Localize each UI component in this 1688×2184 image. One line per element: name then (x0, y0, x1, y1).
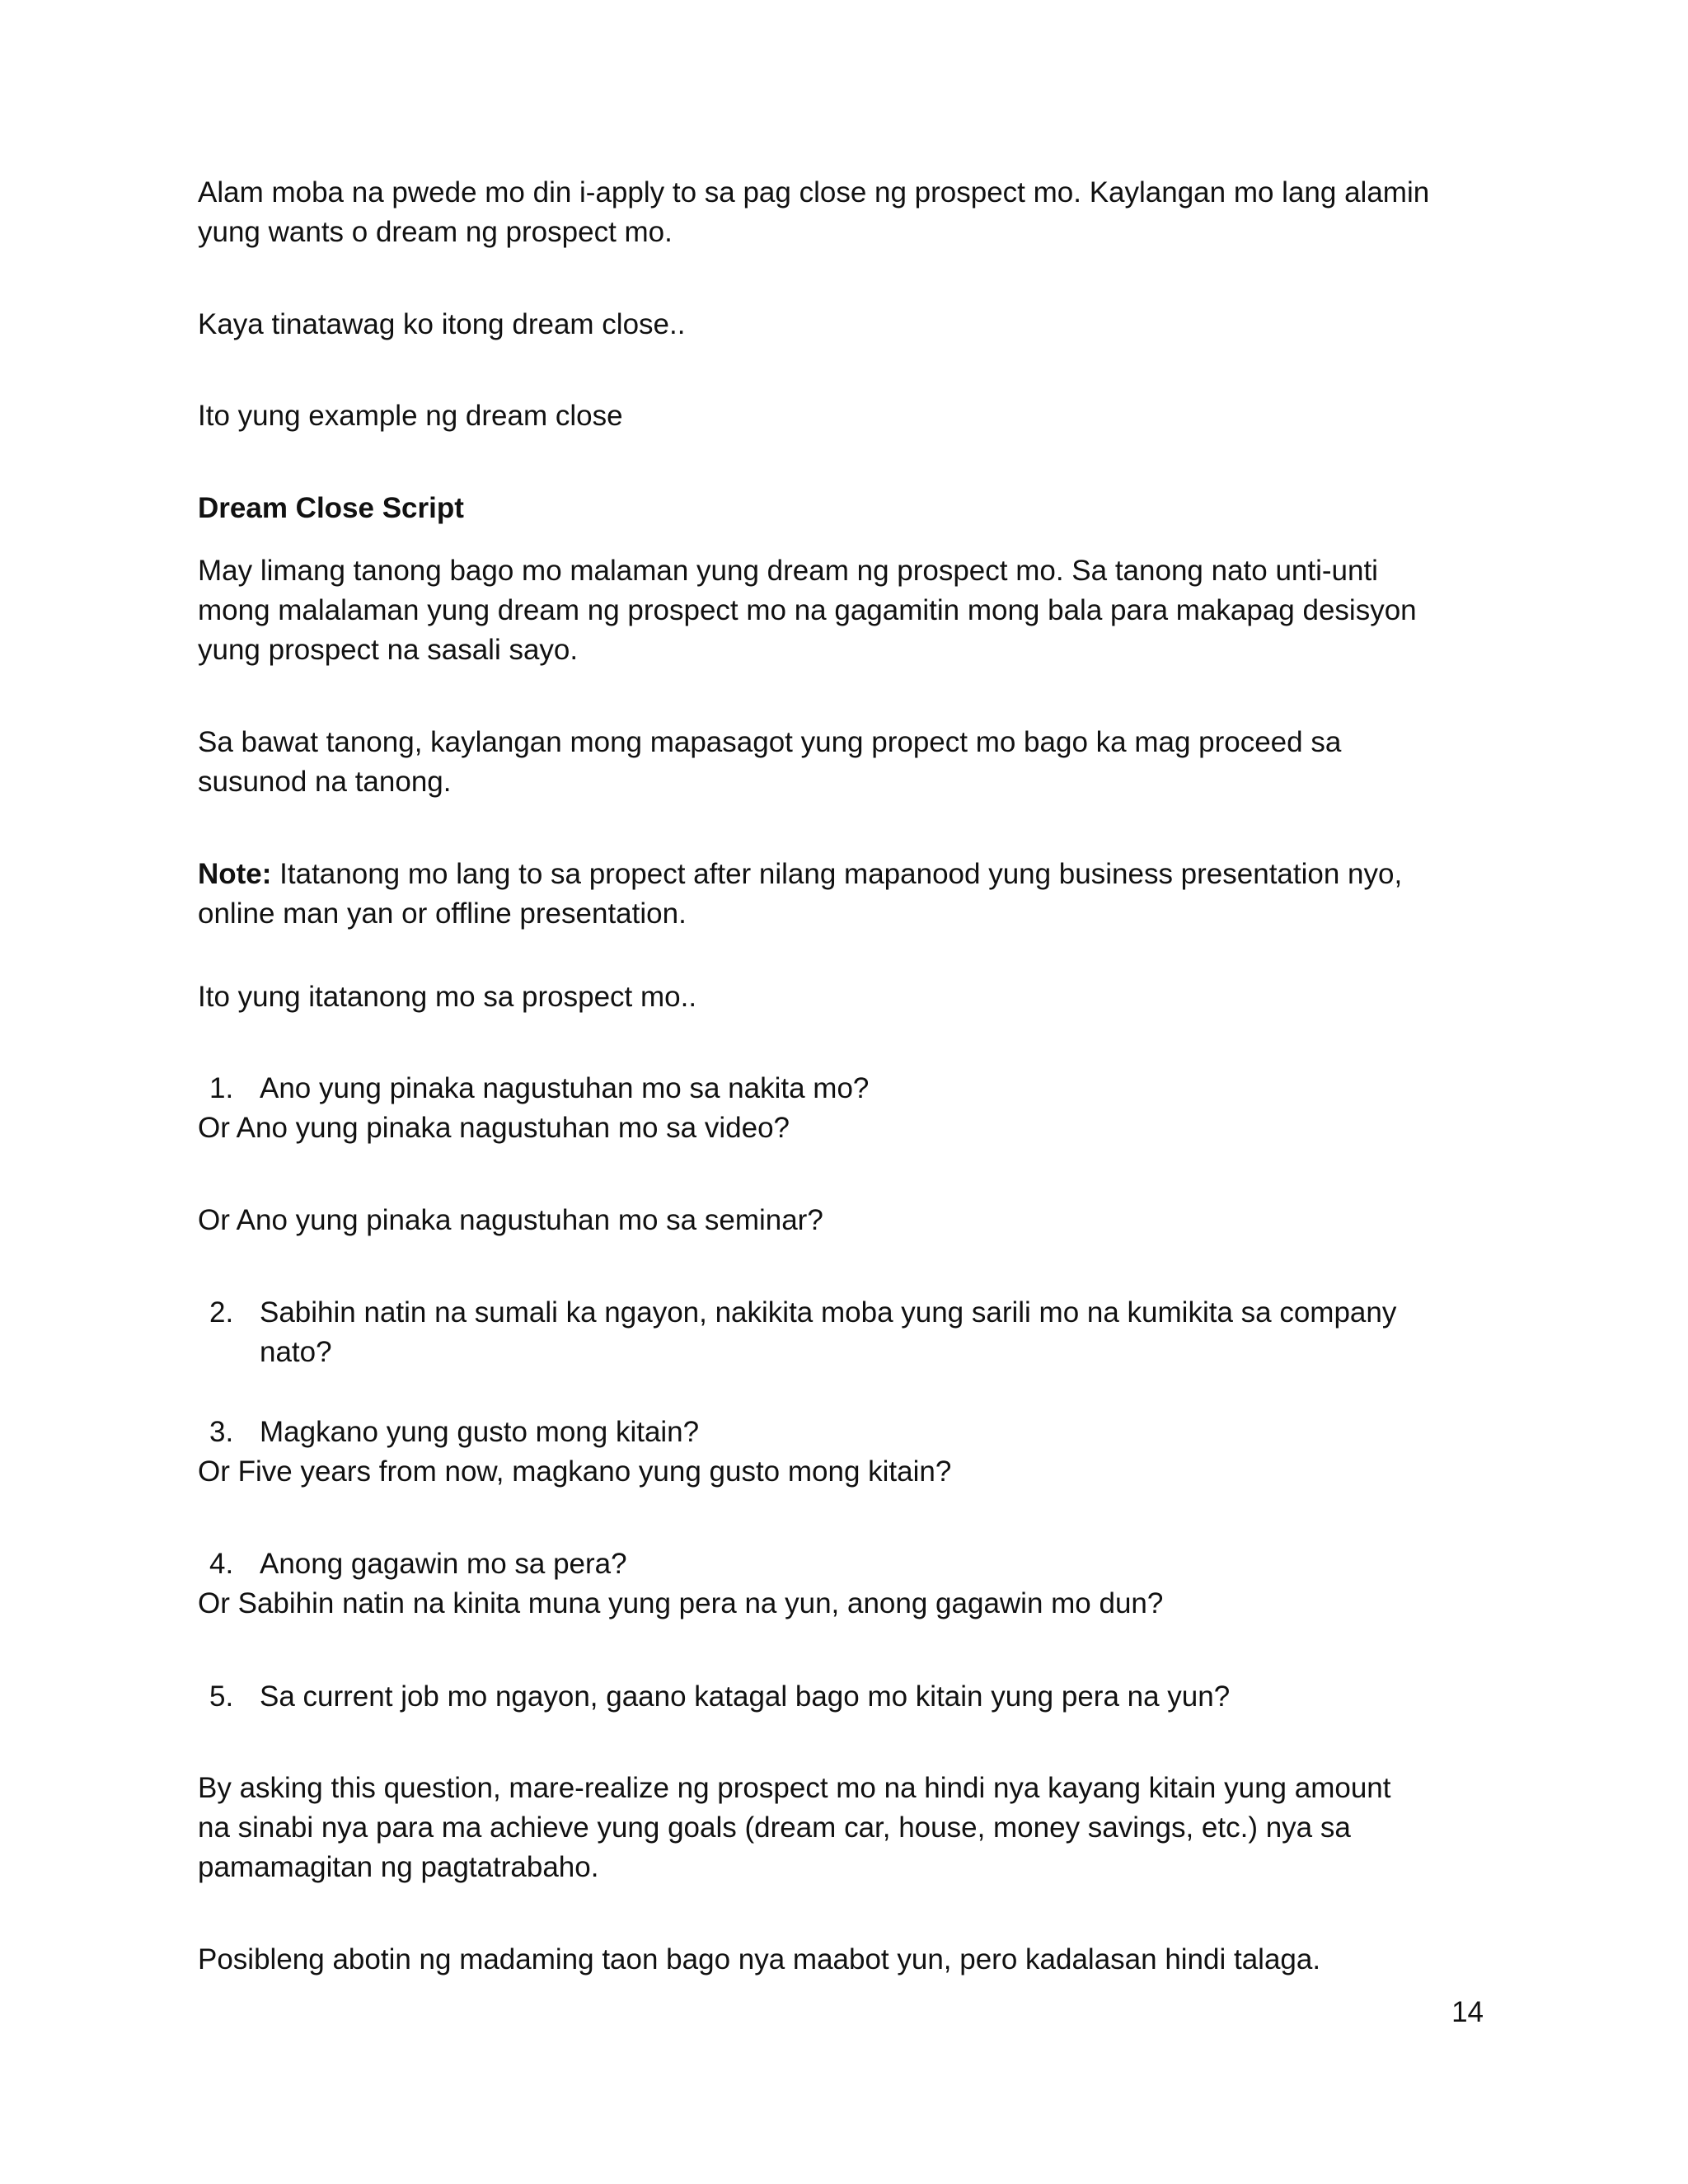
closing-para1-line-1: By asking this question, mare-realize ng prospect mo na hindi nya kayang kitain yung amount (198, 1772, 1391, 1804)
closing-para1-line-3: pamamagitan ng pagtatrabaho. (198, 1851, 599, 1883)
question-3-number: 3. (209, 1416, 234, 1448)
question-1-alt-2: Or Ano yung pinaka nagustuhan mo sa seminar? (198, 1204, 823, 1236)
intro-line-3: Kaya tinatawag ko itong dream close.. (198, 308, 686, 340)
question-2-number: 2. (209, 1296, 234, 1329)
para2-line-1: Sa bawat tanong, kaylangan mong mapasagot yung propect mo bago ka mag proceed sa (198, 726, 1342, 758)
lead-in: Ito yung itatanong mo sa prospect mo.. (198, 981, 697, 1013)
page-number: 14 (1451, 1996, 1484, 2028)
note-text: Itatanong mo lang to sa propect after nilang mapanood yung business presentation nyo, (271, 858, 1403, 890)
question-2-text-cont: nato? (260, 1336, 332, 1368)
closing-para2: Posibleng abotin ng madaming taon bago nya maabot yun, pero kadalasan hindi talaga. (198, 1943, 1321, 1975)
note-label: Note: (198, 858, 272, 890)
question-5-number: 5. (209, 1680, 234, 1713)
question-1-alt-1: Or Ano yung pinaka nagustuhan mo sa video? (198, 1112, 790, 1144)
intro-line-1: Alam moba na pwede mo din i-apply to sa pag close ng prospect mo. Kaylangan mo lang alamin (198, 176, 1430, 209)
para1-line-1: May limang tanong bago mo malaman yung dream ng prospect mo. Sa tanong nato unti-unti (198, 555, 1378, 587)
section-heading: Dream Close Script (198, 492, 464, 524)
closing-para1-line-2: na sinabi nya para ma achieve yung goals (dream car, house, money savings, etc.) nya sa (198, 1811, 1351, 1844)
para1-line-3: yung prospect na sasali sayo. (198, 634, 579, 666)
para2-line-2: susunod na tanong. (198, 766, 452, 798)
note-line-1 (198, 855, 1402, 894)
question-2-text: Sabihin natin na sumali ka ngayon, nakikita moba yung sarili mo na kumikita sa company (260, 1296, 1397, 1329)
intro-line-4: Ito yung example ng dream close (198, 400, 623, 432)
question-4-number: 4. (209, 1548, 234, 1580)
para1-line-2: mong malalaman yung dream ng prospect mo na gagamitin mong bala para makapag desisyon (198, 594, 1417, 626)
question-5-text: Sa current job mo ngayon, gaano katagal bago mo kitain yung pera na yun? (260, 1680, 1231, 1713)
question-3-alt-1: Or Five years from now, magkano yung gusto mong kitain? (198, 1455, 952, 1488)
question-1-text: Ano yung pinaka nagustuhan mo sa nakita mo? (260, 1072, 870, 1104)
question-3-text: Magkano yung gusto mong kitain? (260, 1416, 700, 1448)
question-1-number: 1. (209, 1072, 234, 1104)
note-line-2: online man yan or offline presentation. (198, 898, 687, 930)
question-4-alt-1: Or Sabihin natin na kinita muna yung pera na yun, anong gagawin mo dun? (198, 1587, 1164, 1619)
question-4-text: Anong gagawin mo sa pera? (260, 1548, 627, 1580)
intro-line-2: yung wants o dream ng prospect mo. (198, 216, 673, 248)
